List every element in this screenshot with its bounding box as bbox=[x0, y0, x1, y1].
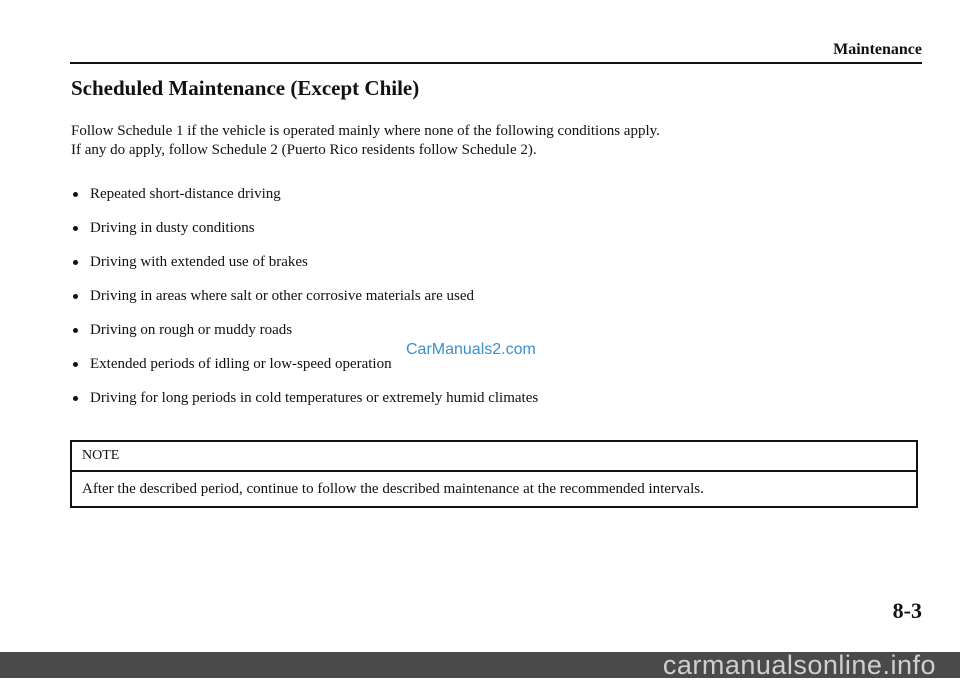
condition-text: Extended periods of idling or low-speed operation bbox=[90, 355, 392, 372]
bullet-icon bbox=[73, 328, 78, 333]
list-item bbox=[71, 177, 538, 211]
page-number: 8-3 bbox=[892, 598, 922, 623]
conditions-list bbox=[71, 177, 538, 415]
list-item bbox=[71, 211, 538, 245]
condition-text: Driving with extended use of brakes bbox=[90, 253, 308, 270]
note-box bbox=[70, 440, 918, 508]
list-item bbox=[71, 245, 538, 279]
bullet-icon bbox=[73, 192, 78, 197]
condition-text: Repeated short-distance driving bbox=[90, 185, 281, 202]
section-header: Maintenance bbox=[833, 41, 922, 58]
watermark-link[interactable]: CarManuals2.com bbox=[406, 341, 536, 358]
intro-line-1: Follow Schedule 1 if the vehicle is operated mainly where none of the following conditions apply. bbox=[71, 123, 660, 139]
site-url-link[interactable]: carmanualsonline.info bbox=[662, 650, 936, 680]
header-rule bbox=[70, 62, 922, 64]
intro-line-2: If any do apply, follow Schedule 2 (Puerto Rico residents follow Schedule 2). bbox=[71, 142, 537, 158]
condition-text: Driving in dusty conditions bbox=[90, 219, 255, 236]
bullet-icon bbox=[73, 294, 78, 299]
bullet-icon bbox=[73, 362, 78, 367]
bullet-icon bbox=[73, 226, 78, 231]
condition-text: Driving on rough or muddy roads bbox=[90, 321, 293, 338]
list-item bbox=[71, 381, 538, 415]
bullet-icon bbox=[73, 260, 78, 265]
list-item bbox=[71, 279, 538, 313]
page-title: Scheduled Maintenance (Except Chile) bbox=[71, 76, 420, 100]
condition-text: Driving for long periods in cold temperatures or extremely humid climates bbox=[90, 389, 539, 406]
note-text: After the described period, continue to follow the described maintenance at the recommended intervals. bbox=[82, 480, 704, 497]
intro-paragraph bbox=[71, 122, 851, 160]
bullet-icon bbox=[73, 396, 78, 401]
condition-text: Driving in areas where salt or other corrosive materials are used bbox=[90, 287, 475, 304]
note-label: NOTE bbox=[72, 442, 916, 472]
